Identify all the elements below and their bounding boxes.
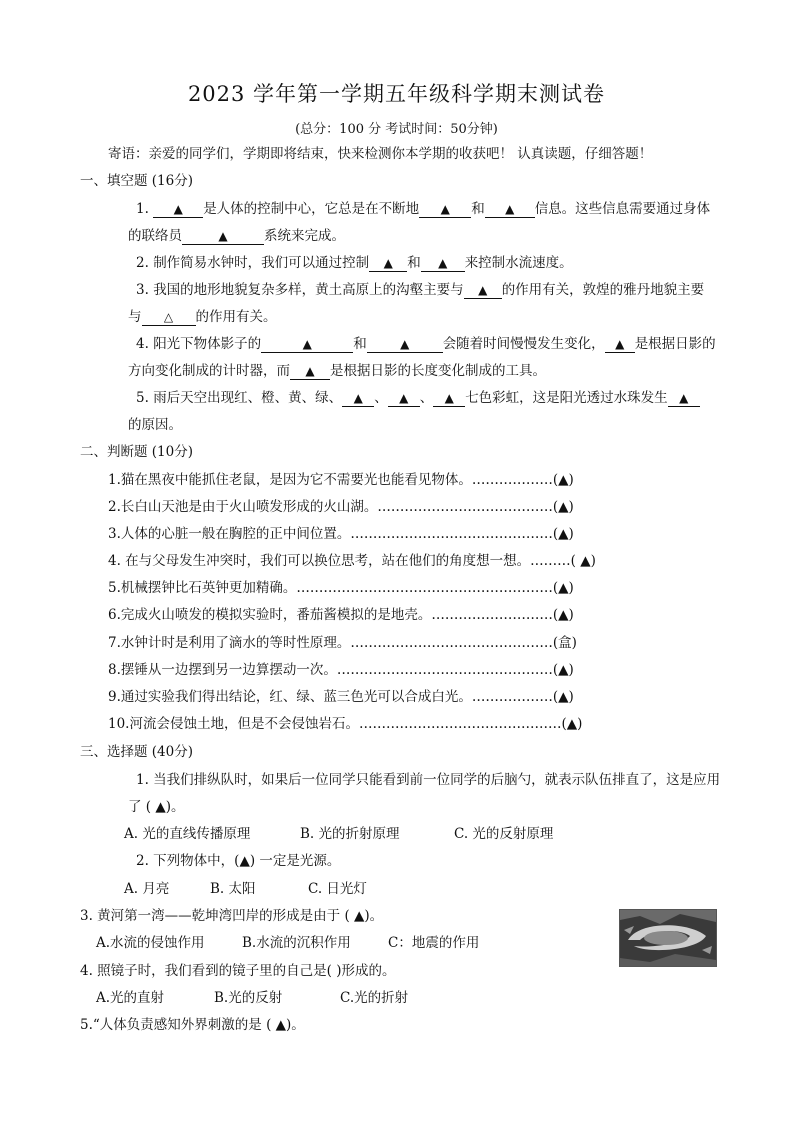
answer-blank[interactable]: ▲ [485, 201, 535, 218]
answer-blank[interactable]: ▲ [388, 390, 420, 407]
choice-q3-options [96, 933, 479, 953]
answer-blank[interactable]: ▲ [369, 255, 407, 272]
judge-item: 7.水钟计时是利用了滴水的等时性原理。………………………………………(盒) [108, 635, 577, 651]
answer-blank[interactable]: △ [142, 309, 196, 326]
judge-item: 8.摆锤从一边摆到另一边算摆动一次。…………………………………………(▲) [108, 662, 574, 678]
fill-q5-line1: 5. 雨后天空出现红、橙、黄、绿、 ▲ 、 ▲ 、 ▲ 七色彩虹，这是阳光透过水珠发生 ▲ [136, 388, 700, 408]
option-c[interactable]: C：地震的作用 [388, 935, 480, 951]
greeting: 寄语：亲爱的同学们，学期即将结束，快来检测你本学期的收获吧！ 认真读题，仔细答题！ [108, 146, 653, 162]
fill-q1-line1: 1. ▲ 是人体的控制中心，它总是在不断地 ▲ 和 ▲ 信息。这些信息需要通过身体 [136, 201, 711, 217]
fill-q5-line2: 的原因。 [128, 417, 182, 433]
judge-item: 3.人体的心脏一般在胸腔的正中间位置。………………………………………(▲) [108, 526, 574, 542]
choice-q1-line1: 1. 当我们排纵队时，如果后一位同学只能看到前一位同学的后脑勺，就表示队伍排直了，这是应用 [136, 772, 721, 788]
answer-blank[interactable]: ▲ [367, 336, 443, 353]
option-b[interactable]: B. 光的折射原理 [300, 826, 400, 842]
judge-item: 1.猫在黑夜中能抓住老鼠，是因为它不需要光也能看见物体。………………(▲) [108, 472, 574, 488]
answer-blank[interactable]: ▲ [433, 390, 465, 407]
page-title: 2023 学年第一学期五年级科学期末测试卷 [187, 82, 606, 106]
answer-blank[interactable]: ▲ [290, 363, 330, 380]
judge-item: 10.河流会侵蚀土地，但是不会侵蚀岩石。………………………………………(▲) [108, 716, 583, 732]
choice-q1-line2: 了 ( ▲)。 [128, 799, 185, 815]
choice-q5-stem: 5.“人体负责感知外界刺激的是 ( ▲)。 [80, 1017, 305, 1033]
option-a[interactable]: A. 月亮 [124, 881, 170, 897]
yellow-river-bend-photo [619, 909, 717, 967]
answer-blank[interactable]: ▲ [182, 228, 264, 245]
answer-blank[interactable]: ▲ [464, 282, 502, 299]
fill-q3-line1: 3. 我国的地形地貌复杂多样，黄土高原上的沟壑主要与 ▲ 的作用有关，敦煌的雅丹地貌主要 [136, 282, 705, 298]
choice-q4-options [96, 988, 408, 1008]
answer-blank[interactable]: ▲ [668, 390, 700, 407]
answer-blank[interactable]: ▲ [261, 336, 353, 353]
answer-blank[interactable]: ▲ [605, 336, 635, 353]
option-b[interactable]: B.水流的沉积作用 [242, 935, 351, 951]
choice-q4-stem: 4. 照镜子时，我们看到的镜子里的自己是( )形成的。 [80, 963, 396, 979]
choice-q2-options [124, 879, 367, 899]
fill-q3-line2: 与 △ 的作用有关。 [128, 309, 277, 325]
answer-blank[interactable]: ▲ [419, 201, 471, 218]
answer-blank[interactable]: ▲ [153, 201, 203, 218]
river-bend-image [620, 910, 716, 966]
judge-item: 5.机械摆钟比石英钟更加精确。…………………………………………………(▲) [108, 580, 574, 596]
option-c[interactable]: C.光的折射 [340, 990, 409, 1006]
option-a[interactable]: A. 光的直线传播原理 [124, 826, 251, 842]
option-c[interactable]: C. 光的反射原理 [454, 826, 554, 842]
option-a[interactable]: A.光的直射 [96, 990, 165, 1006]
option-b[interactable]: B.光的反射 [214, 990, 283, 1006]
answer-blank[interactable]: ▲ [421, 255, 465, 272]
exam-info: (总分：100 分 考试时间：50分钟) [295, 122, 498, 137]
fill-q2: 2. 制作简易水钟时，我们可以通过控制 ▲ 和 ▲ 来控制水流速度。 [136, 255, 573, 271]
option-c[interactable]: C. 日光灯 [308, 881, 367, 897]
option-a[interactable]: A.水流的侵蚀作用 [96, 935, 205, 951]
judge-item: 9.通过实验我们得出结论，红、绿、蓝三色光可以合成白光。………………(▲) [108, 689, 574, 705]
fill-q4-line2: 方向变化制成的计时器，而 ▲ 是根据日影的长度变化制成的工具。 [128, 363, 546, 379]
section-judge-heading: 二、判断题 (10分) [80, 444, 194, 460]
section-choice-heading: 三、选择题 (40分) [80, 744, 194, 760]
answer-blank[interactable]: ▲ [342, 390, 374, 407]
choice-q3-stem: 3. 黄河第一湾——乾坤湾凹岸的形成是由于 ( ▲)。 [80, 908, 384, 924]
fill-q4-line1: 4. 阳光下物体影子的 ▲ 和 ▲ 会随着时间慢慢发生变化， ▲ 是根据日影的 [136, 336, 716, 352]
choice-q1-options [124, 824, 553, 844]
judge-item: 6.完成火山喷发的模拟实验时，番茄酱模拟的是地壳。………………………(▲) [108, 607, 574, 623]
option-b[interactable]: B. 太阳 [210, 881, 256, 897]
fill-q1-line2: 的联络员 ▲ 系统来完成。 [128, 228, 345, 244]
judge-item: 2.长白山天池是由于火山喷发形成的火山湖。…………………………………(▲) [108, 499, 574, 515]
choice-q2-stem: 2. 下列物体中，(▲) 一定是光源。 [136, 853, 341, 869]
section-fill-heading: 一、填空题 (16分) [80, 173, 194, 189]
judge-item: 4. 在与父母发生冲突时，我们可以换位思考，站在他们的角度想一想。………( ▲) [108, 553, 596, 569]
